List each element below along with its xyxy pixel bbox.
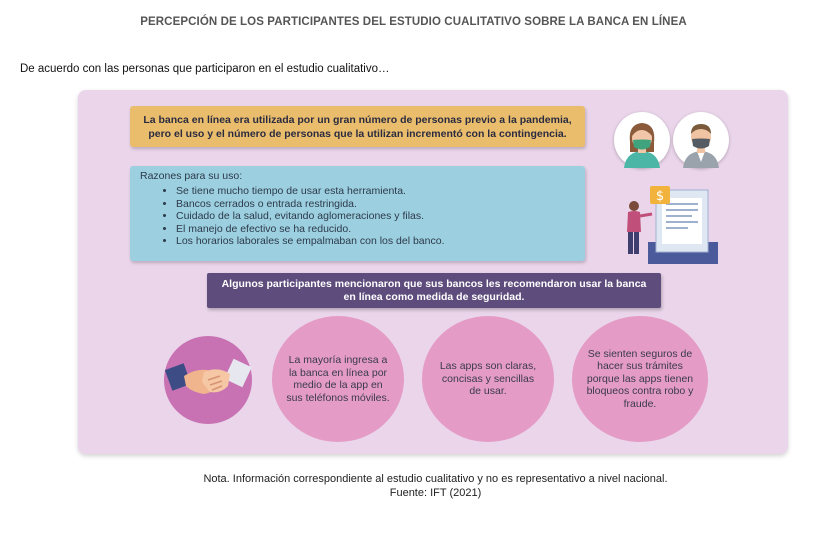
list-item: • Los horarios laborales se empalmaban con los del banco. [176, 235, 575, 248]
reasons-box [130, 166, 585, 261]
list-item: • Cuidado de la salud, evitando aglomeraciones y filas. [176, 210, 575, 223]
usage-summary-box: La banca en línea era utilizada por un gran número de personas previo a la pandemia, pero el uso y el número de personas que la utilizan incrementó con la contingencia. [130, 106, 585, 147]
circle-mobile-app: La mayoría ingresa a la banca en línea por medio de la app en sus teléfonos móviles. [272, 316, 404, 442]
man-avatar-icon [673, 112, 729, 168]
source-text: Fuente: IFT (2021) [389, 487, 482, 499]
list-item: • Se tiene mucho tiempo de usar esta herramienta. [176, 185, 575, 198]
bank-recommendation-box: Algunos participantes mencionaron que sus bancos les recomendaron usar la banca en línea como medida de seguridad. [207, 273, 661, 308]
handshake-icon [164, 336, 252, 424]
circle-security: Se sienten seguros de hacer sus trámites porque las apps tienen bloqueos contra robo y fraude. [572, 316, 708, 442]
woman-avatar-icon [614, 112, 670, 168]
reasons-heading: Razones para su uso: [140, 170, 243, 182]
list-item: • Bancos cerrados o entrada restringida. [176, 198, 575, 211]
list-item: • El manejo de efectivo se ha reducido. [176, 223, 575, 236]
footnote: Nota. Información correspondiente al estudio cualitativo y no es representativo a nivel nacional. [203, 473, 668, 485]
circle-apps-clear: Las apps son claras, concisas y sencillas de usar. [422, 316, 554, 442]
intro-text: De acuerdo con las personas que participaron en el estudio cualitativo… [20, 63, 390, 75]
reasons-list [140, 185, 575, 248]
page-title: PERCEPCIÓN DE LOS PARTICIPANTES DEL ESTUDIO CUALITATIVO SOBRE LA BANCA EN LÍNEA [140, 16, 687, 28]
bank-statement-icon [622, 184, 718, 268]
svg-text:$: $ [655, 189, 665, 204]
